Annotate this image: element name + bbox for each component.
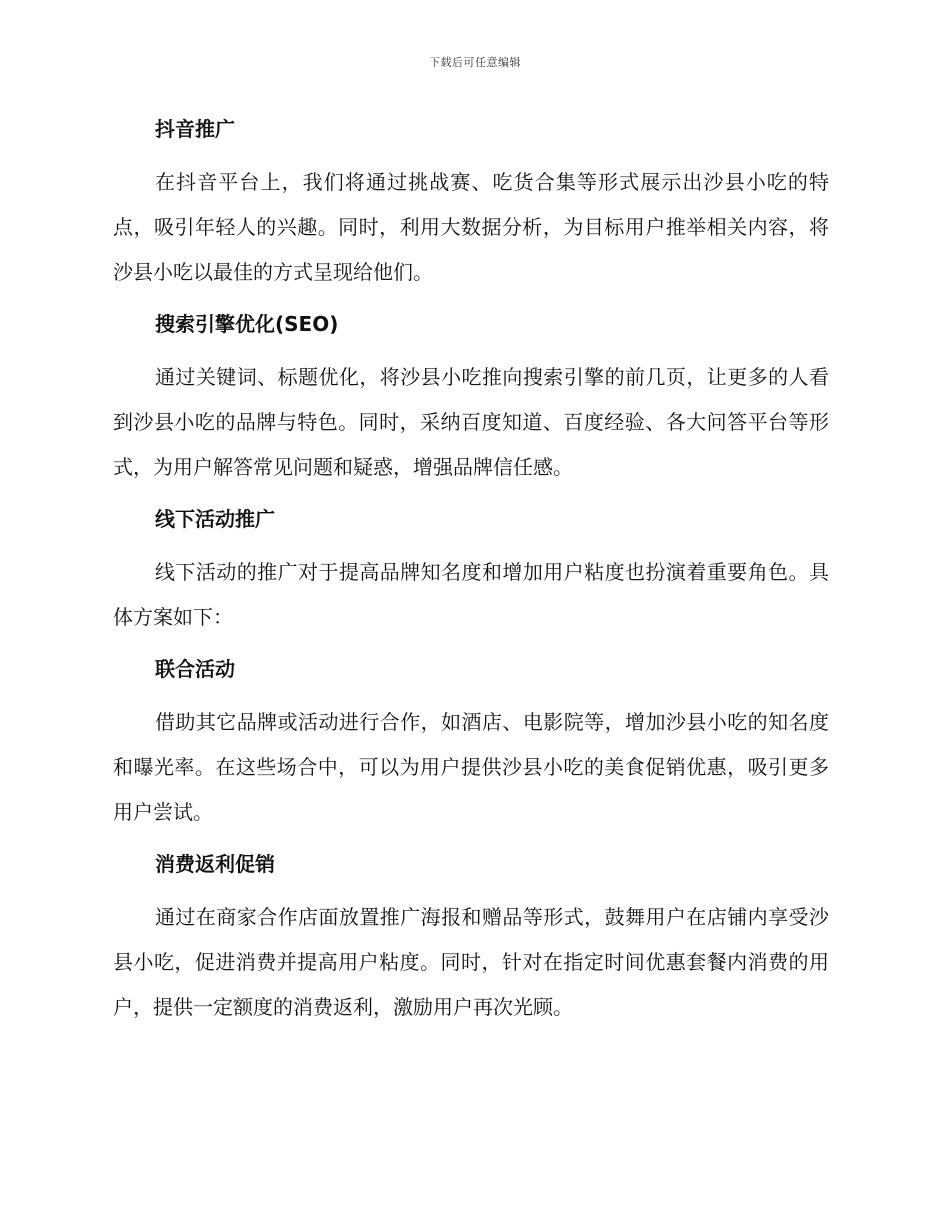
- document-content: [113, 112, 829, 1042]
- section-heading-douyin: 抖音推广: [155, 117, 235, 141]
- header-note: 下载后可任意编辑: [429, 56, 521, 69]
- section-body-rebate: 通过在商家合作店面放置推广海报和赠品等形式，鼓舞用户在店铺内享受沙县小吃，促进消费并提高用户粘度。同时，针对在指定时间优惠套餐内消费的用户，提供一定额度的消费返利，激励用户再次光顾。: [113, 905, 829, 1019]
- section-body-seo: 通过关键词、标题优化，将沙县小吃推向搜索引擎的前几页，让更多的人看到沙县小吃的品牌与特色。同时，采纳百度知道、百度经验、各大问答平台等形式，为用户解答常见问题和疑惑，增强品牌信任感。: [113, 365, 829, 479]
- section-heading-offline: 线下活动推广: [155, 507, 275, 531]
- section-heading-rebate: 消费返利促销: [155, 852, 275, 876]
- section-heading-joint: 联合活动: [155, 657, 235, 681]
- section-heading-seo: 搜索引擎优化(SEO): [155, 312, 339, 336]
- section-body-offline: 线下活动的推广对于提高品牌知名度和增加用户粘度也扮演着重要角色。具体方案如下：: [113, 560, 829, 629]
- section-body-joint: 借助其它品牌或活动进行合作，如酒店、电影院等，增加沙县小吃的知名度和曝光率。在这些场合中，可以为用户提供沙县小吃的美食促销优惠，吸引更多用户尝试。: [113, 710, 829, 824]
- section-body-douyin: 在抖音平台上，我们将通过挑战赛、吃货合集等形式展示出沙县小吃的特点，吸引年轻人的兴趣。同时，利用大数据分析，为目标用户推举相关内容，将沙县小吃以最佳的方式呈现给他们。: [113, 170, 829, 284]
